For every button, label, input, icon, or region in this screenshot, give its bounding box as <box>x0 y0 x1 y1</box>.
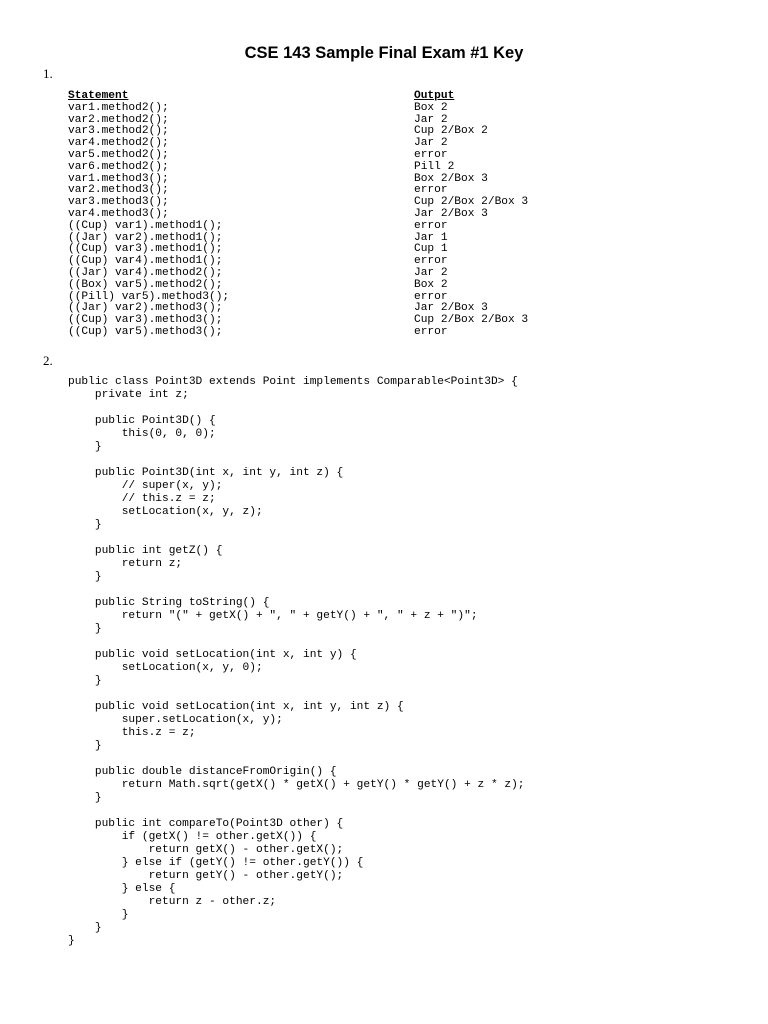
output-cell: Box 2 <box>414 278 448 291</box>
code-line: } <box>68 675 102 687</box>
statement-cell: var2.method3(); <box>68 184 169 197</box>
output-cell: Jar 1 <box>414 231 448 244</box>
statement-cell: var6.method2(); <box>68 160 169 173</box>
output-cell: Cup 2/Box 2/Box 3 <box>414 314 529 327</box>
output-cell: error <box>414 148 448 161</box>
code-line: public void setLocation(int x, int y, int z) { <box>68 701 404 713</box>
output-cell: Cup 2/Box 2/Box 3 <box>414 196 529 209</box>
code-line: } <box>68 935 75 947</box>
code-line: public int getZ() { <box>68 545 223 557</box>
statement-cell: ((Cup) var1).method1(); <box>68 219 223 232</box>
code-line: } <box>68 571 102 583</box>
statement-cell: var1.method3(); <box>68 172 169 185</box>
code-line: super.setLocation(x, y); <box>68 714 283 726</box>
statement-cell: var5.method2(); <box>68 148 169 161</box>
code-line: public int compareTo(Point3D other) { <box>68 818 344 830</box>
statement-cell: ((Jar) var2).method1(); <box>68 231 223 244</box>
statement-cell: ((Cup) var4).method1(); <box>68 255 223 268</box>
code-line <box>68 636 525 649</box>
statement-header: Statement <box>68 90 129 102</box>
code-line: } <box>68 792 102 804</box>
statement-cell: var1.method2(); <box>68 101 169 114</box>
statement-cell: var4.method3(); <box>68 207 169 220</box>
code-line: public Point3D(int x, int y, int z) { <box>68 467 344 479</box>
output-cell: Jar 2/Box 3 <box>414 302 488 315</box>
code-line <box>68 532 525 545</box>
code-line: return z; <box>68 558 183 570</box>
code-line: public void setLocation(int x, int y) { <box>68 649 357 661</box>
statement-cell: ((Jar) var2).method3(); <box>68 302 223 315</box>
code-line: } <box>68 441 102 453</box>
code-line: if (getX() != other.getX()) { <box>68 831 317 843</box>
code-line <box>68 402 525 415</box>
output-cell: error <box>414 184 448 197</box>
statement-cell: var2.method2(); <box>68 113 169 126</box>
statement-cell: ((Cup) var5).method3(); <box>68 325 223 338</box>
statement-cell: ((Box) var5).method2(); <box>68 278 223 291</box>
question-1-number: 1. <box>43 66 53 81</box>
output-cell: Cup 2/Box 2 <box>414 125 488 138</box>
output-cell: error <box>414 255 448 268</box>
code-line: // this.z = z; <box>68 493 216 505</box>
code-line: public String toString() { <box>68 597 270 609</box>
code-line: this(0, 0, 0); <box>68 428 216 440</box>
statement-cell: var4.method2(); <box>68 137 169 150</box>
output-cell: Box 2/Box 3 <box>414 172 488 185</box>
code-line: } else if (getY() != other.getY()) { <box>68 857 364 869</box>
code-line: } <box>68 623 102 635</box>
output-column <box>414 91 528 339</box>
output-cell: error <box>414 325 448 338</box>
question-2-number: 2. <box>43 353 53 368</box>
statement-column <box>68 91 229 339</box>
code-line: setLocation(x, y, z); <box>68 506 263 518</box>
code-line <box>68 584 525 597</box>
code-line: return "(" + getX() + ", " + getY() + ", " + z + ")"; <box>68 610 478 622</box>
code-line: } <box>68 740 102 752</box>
code-line: private int z; <box>68 389 189 401</box>
code-line: public double distanceFromOrigin() { <box>68 766 337 778</box>
code-line <box>68 805 525 818</box>
code-block <box>68 376 525 948</box>
output-cell: Jar 2 <box>414 266 448 279</box>
statement-cell: ((Jar) var4).method2(); <box>68 266 223 279</box>
statement-cell: var3.method2(); <box>68 125 169 138</box>
code-line: setLocation(x, y, 0); <box>68 662 263 674</box>
statement-cell: var3.method3(); <box>68 196 169 209</box>
code-line <box>68 753 525 766</box>
code-line: public Point3D() { <box>68 415 216 427</box>
statement-cell: ((Cup) var3).method3(); <box>68 314 223 327</box>
output-cell: Jar 2 <box>414 113 448 126</box>
output-cell: Cup 1 <box>414 243 448 256</box>
output-cell: Box 2 <box>414 101 448 114</box>
output-cell: Jar 2/Box 3 <box>414 207 488 220</box>
code-line: // super(x, y); <box>68 480 223 492</box>
output-cell: error <box>414 219 448 232</box>
code-line: } <box>68 909 129 921</box>
output-header: Output <box>414 90 455 102</box>
statement-cell: ((Pill) var5).method3(); <box>68 290 230 303</box>
code-line: public class Point3D extends Point implements Comparable<Point3D> { <box>68 376 518 388</box>
code-line <box>68 454 525 467</box>
code-line: } <box>68 922 102 934</box>
output-cell: Pill 2 <box>414 160 455 173</box>
code-line: } <box>68 519 102 531</box>
output-cell: Jar 2 <box>414 137 448 150</box>
code-line: return z - other.z; <box>68 896 277 908</box>
code-line: } else { <box>68 883 176 895</box>
code-line: return Math.sqrt(getX() * getX() + getY() * getY() + z * z); <box>68 779 525 791</box>
code-line: return getY() - other.getY(); <box>68 870 344 882</box>
code-line: this.z = z; <box>68 727 196 739</box>
code-line <box>68 688 525 701</box>
code-line: return getX() - other.getX(); <box>68 844 344 856</box>
statement-cell: ((Cup) var3).method1(); <box>68 243 223 256</box>
output-cell: error <box>414 290 448 303</box>
document-title: CSE 143 Sample Final Exam #1 Key <box>244 44 524 62</box>
